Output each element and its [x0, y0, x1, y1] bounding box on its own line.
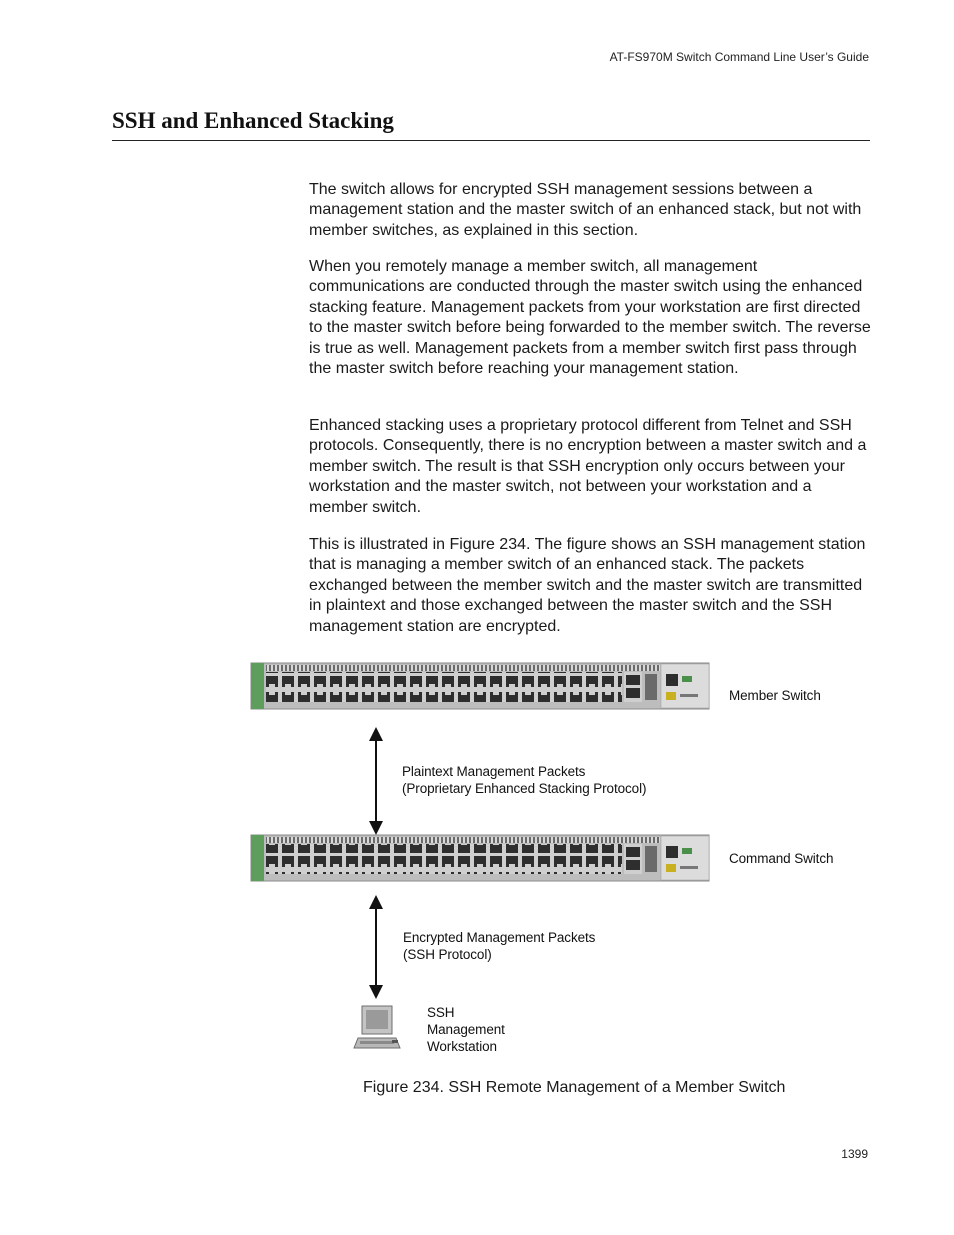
workstation-label-line1: SSH: [427, 1005, 455, 1020]
paragraph-figure-reference: This is illustrated in Figure 234. The figure shows an SSH management station that is managing a member switch of an enhanced stack. The packets exchanged between the member switch and the master switch are transmitted in plaintext and those exchanged between the master switch and the SSH management station are encrypted.: [309, 536, 866, 635]
workstation-icon: [354, 1006, 400, 1048]
paragraph-remote-management: When you remotely manage a member switch, all management communications are conducted through the master switch using the enhanced stacking feature. Management packets from your workstation are first directed to the master switch before being forwarded to the member switch. The reverse is true as well. Management packets from a member switch first pass through the master switch before reaching your management station.: [309, 258, 871, 378]
plaintext-label-line2: (Proprietary Enhanced Stacking Protocol): [402, 781, 647, 796]
encrypted-label-line1: Encrypted Management Packets: [403, 930, 596, 945]
plaintext-label-line1: Plaintext Management Packets: [402, 764, 586, 779]
page-number: 1399: [841, 1147, 868, 1161]
section-title: SSH and Enhanced Stacking: [112, 108, 394, 133]
running-head: AT-FS970M Switch Command Line User’s Guide: [609, 50, 869, 64]
figure-ssh-stacking: [248, 660, 858, 1060]
workstation-label-line2: Management: [427, 1022, 505, 1037]
encrypted-label-line2: (SSH Protocol): [403, 947, 492, 962]
title-rule: [112, 140, 870, 141]
command-switch-icon: [251, 835, 709, 881]
paragraph-intro: The switch allows for encrypted SSH management sessions between a management station and the master switch of an enhanced stack, but not with member switches, as explained in this section.: [309, 181, 862, 239]
workstation-label-line3: Workstation: [427, 1039, 497, 1054]
paragraph-proprietary-protocol: Enhanced stacking uses a proprietary protocol different from Telnet and SSH protocols. Consequently, there is no encryption between a master switch and a member switch. The result is that SSH encryption only occurs between your workstation and the master switch, not between your workstation and a member switch.: [309, 417, 867, 516]
figure-caption: Figure 234. SSH Remote Management of a Member Switch: [363, 1079, 786, 1096]
member-switch-icon: [251, 663, 709, 709]
member-switch-label: Member Switch: [729, 688, 821, 703]
command-switch-label: Command Switch: [729, 851, 834, 866]
